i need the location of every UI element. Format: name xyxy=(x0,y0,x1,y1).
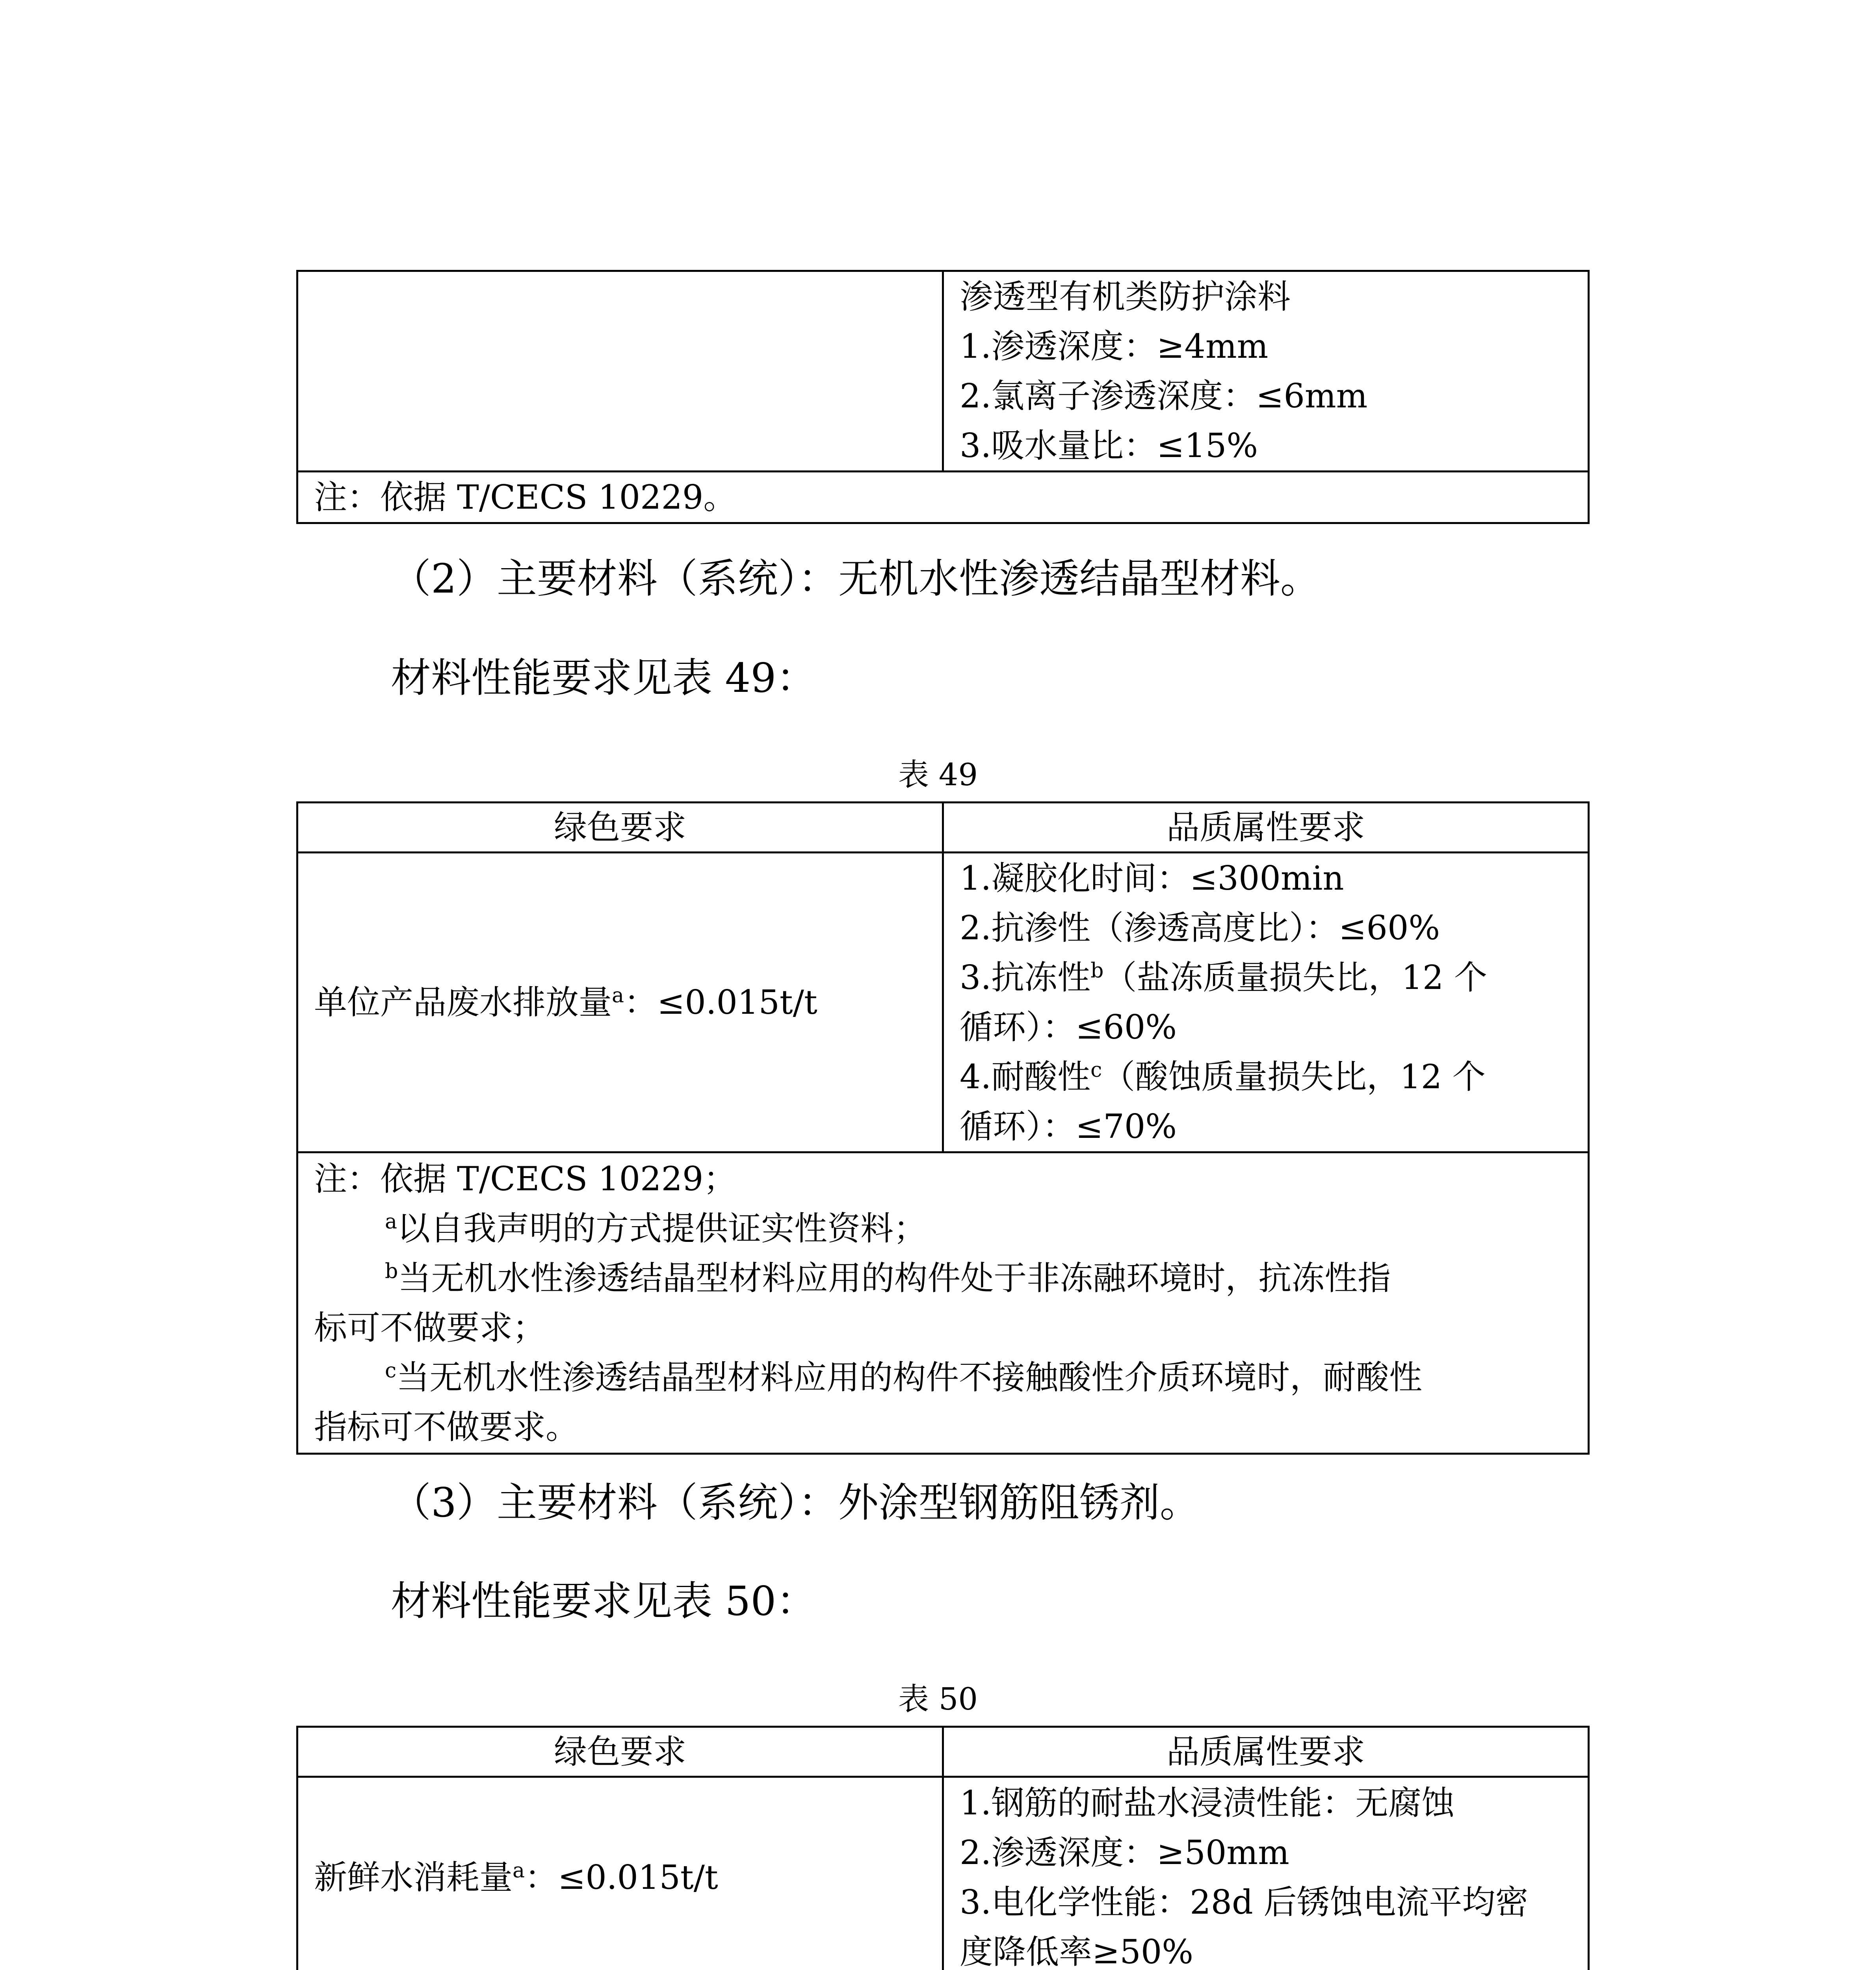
quality-line: 2.氯离子渗透深度：≤6mm xyxy=(960,377,1368,415)
green-requirement-text: 单位产品废水排放量 xyxy=(314,983,612,1022)
table-note xyxy=(297,1152,1589,1454)
header-green-requirement: 绿色要求 xyxy=(297,803,943,853)
note-text: 注：依据 T/CECS 10229； xyxy=(314,1160,737,1198)
quality-line: 2.渗透深度：≥50mm xyxy=(960,1833,1289,1872)
table-48-tail xyxy=(296,270,1590,524)
green-requirement-value: ：≤0.015t/t xyxy=(624,983,817,1022)
green-requirement-cell xyxy=(297,853,943,1152)
quality-line: 1.凝胶化时间：≤300min xyxy=(960,859,1344,898)
table-50-caption: 表 50 xyxy=(898,1682,978,1717)
paragraph-table49-ref: 材料性能要求见表 49： xyxy=(391,655,817,702)
quality-line: 循环）：≤60% xyxy=(960,1008,1177,1046)
quality-line: 4.耐酸性$^c$（酸蚀质量损失比，12 个 xyxy=(960,1057,1486,1096)
quality-cell xyxy=(943,271,1589,472)
note-text: 指标可不做要求。 xyxy=(314,1408,579,1446)
green-requirement-text: 新鲜水消耗量 xyxy=(314,1858,513,1897)
header-green-requirement: 绿色要求 xyxy=(297,1727,943,1777)
paragraph-table50-ref: 材料性能要求见表 50： xyxy=(391,1578,817,1625)
quality-line: 3.抗冻性$^b$（盐冻质量损失比，12 个 xyxy=(960,958,1488,997)
quality-line: 渗透型有机类防护涂料 xyxy=(960,277,1291,316)
note-text: 标可不做要求； xyxy=(314,1308,546,1347)
quality-line: 1.渗透深度：≥4mm xyxy=(960,327,1269,366)
note-text: $^b$当无机水性渗透结晶型材料应用的构件处于非冻融环境时，抗冻性指 xyxy=(385,1259,1391,1297)
quality-requirement-cell xyxy=(943,853,1589,1152)
footnote-mark: a xyxy=(513,1858,525,1883)
quality-line: 1.钢筋的耐盐水浸渍性能：无腐蚀 xyxy=(960,1783,1455,1822)
quality-line: 循环）：≤70% xyxy=(960,1107,1177,1146)
table-note xyxy=(297,472,1589,523)
table-49 xyxy=(296,801,1590,1455)
quality-requirement-cell xyxy=(943,1777,1589,1970)
paragraph-main-material-2: （2）主要材料（系统）：无机水性渗透结晶型材料。 xyxy=(391,556,1321,602)
green-requirement-cell xyxy=(297,1777,943,1970)
header-quality-requirement: 品质属性要求 xyxy=(943,803,1589,853)
paragraph-main-material-3: （3）主要材料（系统）：外涂型钢筋阻锈剂。 xyxy=(391,1479,1200,1526)
note-text: $^c$当无机水性渗透结晶型材料应用的构件不接触酸性介质环境时，耐酸性 xyxy=(385,1358,1423,1397)
table-50 xyxy=(296,1726,1590,1970)
table-49-caption: 表 49 xyxy=(898,757,978,793)
footnote-mark: c xyxy=(1090,1058,1102,1082)
quality-line: 度降低率≥50% xyxy=(960,1932,1194,1970)
quality-line: 3.吸水量比：≤15% xyxy=(960,426,1258,465)
header-quality-requirement: 品质属性要求 xyxy=(943,1727,1589,1777)
quality-line: 3.电化学性能：28d 后锈蚀电流平均密 xyxy=(960,1883,1529,1922)
empty-green-cell xyxy=(297,271,943,472)
footnote-mark: a xyxy=(612,984,624,1007)
footnote-mark: b xyxy=(1090,959,1104,983)
note-text: $^a$以自我声明的方式提供证实性资料； xyxy=(385,1209,927,1248)
green-requirement-value: ：≤0.015t/t xyxy=(525,1858,718,1897)
note-text: 注：依据 T/CECS 10229。 xyxy=(314,478,737,517)
quality-line: 2.抗渗性（渗透高度比）：≤60% xyxy=(960,909,1440,947)
